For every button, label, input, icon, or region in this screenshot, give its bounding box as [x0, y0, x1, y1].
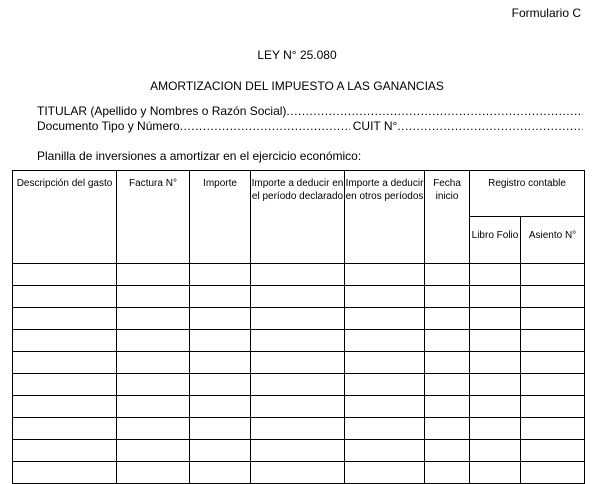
table-cell[interactable]	[345, 440, 425, 462]
table-cell[interactable]	[251, 264, 345, 286]
table-cell[interactable]	[425, 396, 470, 418]
table-cell[interactable]	[251, 308, 345, 330]
table-cell[interactable]	[117, 374, 190, 396]
table-cell[interactable]	[425, 352, 470, 374]
table-cell[interactable]	[425, 462, 470, 484]
table-cell[interactable]	[521, 330, 585, 352]
table-row	[13, 330, 585, 352]
header-registro-contable: Registro contable	[470, 171, 585, 217]
table-cell[interactable]	[470, 330, 521, 352]
header-descripcion: Descripción del gasto	[13, 171, 117, 264]
table-cell[interactable]	[190, 440, 251, 462]
table-cell[interactable]	[251, 374, 345, 396]
table-cell[interactable]	[521, 374, 585, 396]
titular-line	[37, 104, 583, 118]
table-cell[interactable]	[425, 440, 470, 462]
table-row	[13, 462, 585, 484]
table-cell[interactable]	[190, 264, 251, 286]
table-cell[interactable]	[190, 418, 251, 440]
table-header-row	[13, 171, 585, 217]
table-cell[interactable]	[345, 330, 425, 352]
table-cell[interactable]	[521, 286, 585, 308]
table-cell[interactable]	[345, 374, 425, 396]
table-cell[interactable]	[13, 308, 117, 330]
table-cell[interactable]	[521, 352, 585, 374]
table-row	[13, 286, 585, 308]
table-cell[interactable]	[521, 440, 585, 462]
table-row	[13, 352, 585, 374]
table-row	[13, 374, 585, 396]
documento-line	[37, 119, 583, 133]
table-row	[13, 440, 585, 462]
table-cell[interactable]	[470, 308, 521, 330]
table-cell[interactable]	[190, 352, 251, 374]
table-cell[interactable]	[13, 396, 117, 418]
table-cell[interactable]	[251, 418, 345, 440]
form-code: Formulario C	[511, 6, 581, 20]
table-cell[interactable]	[470, 264, 521, 286]
table-cell[interactable]	[13, 352, 117, 374]
titular-label: TITULAR (Apellido y Nombres o Razón Social)	[37, 104, 287, 118]
table-cell[interactable]	[470, 440, 521, 462]
table-row	[13, 308, 585, 330]
table-cell[interactable]	[190, 286, 251, 308]
table-cell[interactable]	[470, 286, 521, 308]
table-cell[interactable]	[425, 308, 470, 330]
documento-fill-line[interactable]	[180, 119, 350, 133]
table-cell[interactable]	[345, 286, 425, 308]
form-title: AMORTIZACION DEL IMPUESTO A LAS GANANCIAS	[150, 79, 444, 93]
table-cell[interactable]	[117, 440, 190, 462]
table-cell[interactable]	[190, 462, 251, 484]
header-libro-folio: Libro Folio	[470, 217, 521, 264]
documento-label: Documento Tipo y Número	[37, 119, 180, 133]
table-cell[interactable]	[425, 374, 470, 396]
table-cell[interactable]	[521, 418, 585, 440]
table-cell[interactable]	[425, 418, 470, 440]
table-cell[interactable]	[117, 396, 190, 418]
cuit-label: CUIT N°	[352, 119, 398, 133]
table-cell[interactable]	[117, 352, 190, 374]
table-cell[interactable]	[470, 396, 521, 418]
law-number: LEY N° 25.080	[257, 48, 337, 62]
table-cell[interactable]	[345, 418, 425, 440]
table-cell[interactable]	[117, 462, 190, 484]
table-cell[interactable]	[470, 418, 521, 440]
table-cell[interactable]	[521, 396, 585, 418]
table-cell[interactable]	[521, 308, 585, 330]
table-cell[interactable]	[345, 308, 425, 330]
header-fecha-inicio: Fecha inicio	[425, 171, 470, 264]
cuit-fill-line[interactable]	[397, 119, 583, 133]
investments-table	[12, 170, 585, 484]
planilla-label: Planilla de inversiones a amortizar en el ejercicio económico:	[37, 149, 362, 163]
table-cell[interactable]	[470, 352, 521, 374]
table-row	[13, 396, 585, 418]
table-cell[interactable]	[190, 396, 251, 418]
table-cell[interactable]	[190, 374, 251, 396]
table-cell[interactable]	[13, 440, 117, 462]
table-cell[interactable]	[13, 462, 117, 484]
table-cell[interactable]	[13, 286, 117, 308]
header-importe: Importe	[190, 171, 251, 264]
table-cell[interactable]	[117, 308, 190, 330]
table-cell[interactable]	[470, 374, 521, 396]
table-cell[interactable]	[13, 418, 117, 440]
table-cell[interactable]	[345, 352, 425, 374]
table-cell[interactable]	[117, 264, 190, 286]
table-cell[interactable]	[345, 462, 425, 484]
table-cell[interactable]	[425, 330, 470, 352]
table-row	[13, 264, 585, 286]
table-cell[interactable]	[425, 286, 470, 308]
table-cell[interactable]	[521, 264, 585, 286]
table-cell[interactable]	[251, 440, 345, 462]
table-cell[interactable]	[251, 286, 345, 308]
table-cell[interactable]	[117, 330, 190, 352]
table-cell[interactable]	[521, 462, 585, 484]
header-asiento: Asiento N°	[521, 217, 585, 264]
header-factura: Factura N°	[117, 171, 190, 264]
table-row	[13, 418, 585, 440]
table-cell[interactable]	[13, 330, 117, 352]
table-cell[interactable]	[13, 264, 117, 286]
table-cell[interactable]	[117, 286, 190, 308]
table-cell[interactable]	[117, 418, 190, 440]
table-cell[interactable]	[13, 374, 117, 396]
titular-fill-line[interactable]	[286, 104, 583, 118]
table-cell[interactable]	[470, 462, 521, 484]
table-cell[interactable]	[190, 330, 251, 352]
table-cell[interactable]	[190, 308, 251, 330]
table-cell[interactable]	[251, 352, 345, 374]
table-cell[interactable]	[251, 462, 345, 484]
table-cell[interactable]	[251, 330, 345, 352]
table-cell[interactable]	[345, 396, 425, 418]
table-cell[interactable]	[251, 396, 345, 418]
table-cell[interactable]	[345, 264, 425, 286]
header-importe-otros: Importe a deducir en otros períodos	[345, 171, 425, 264]
table-cell[interactable]	[425, 264, 470, 286]
header-importe-periodo: Importe a deducir en el período declarado	[251, 171, 345, 264]
